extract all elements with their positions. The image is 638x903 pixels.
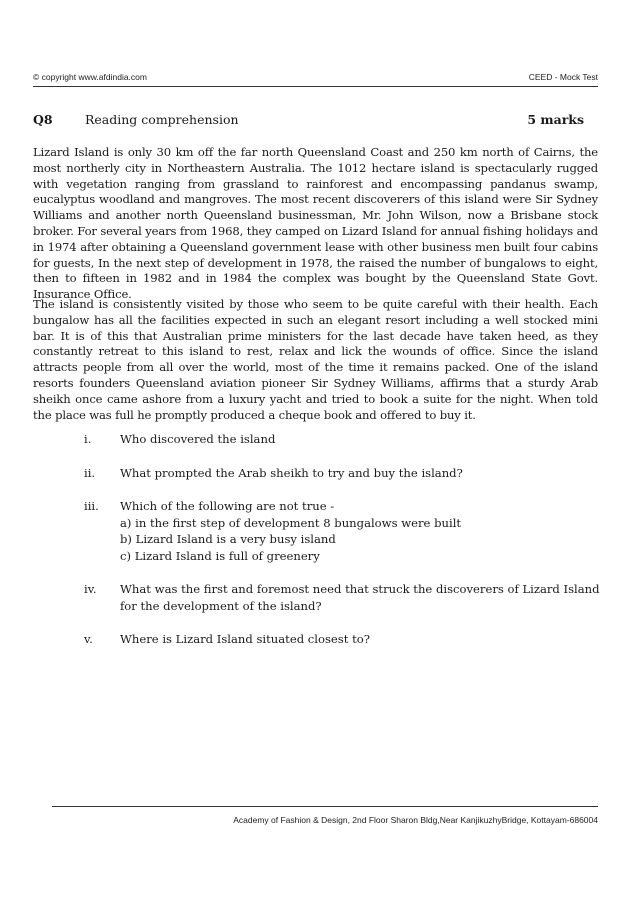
copyright-text: © copyright www.afdindia.com: [33, 72, 147, 82]
question-marks: 5 marks: [527, 112, 584, 127]
question-item-number: iv.: [84, 582, 97, 596]
header-divider: [33, 86, 598, 87]
answer-option-c: c) Lizard Island is full of greenery: [120, 548, 320, 563]
question-list: [84, 431, 604, 665]
question-item-iv: [84, 581, 604, 614]
footer-address: Academy of Fashion & Design, 2nd Floor Sharon Bldg,Near KanjikuzhyBridge, Kottayam-686004: [233, 815, 598, 825]
question-number: Q8: [33, 112, 53, 127]
page-header: [33, 68, 598, 84]
passage-paragraph-1: Lizard Island is only 30 km off the far north Queensland Coast and 250 km north of Cairns, the most northerly city in Northeastern Australia. The 1012 hectare island is spectacularly rugged with vegetation ranging from grassland to rainforest and encompassing pandanus swamp, eucalyptus woodland and mangroves. The most recent discoverers of this island were Sir Sydney Williams and another north Queensland businessman, Mr. John Wilson, now a Brisbane stock broker. For several years from 1968, they camped on Lizard Island for annual fishing holidays and in 1974 after obtaining a Queensland government lease with other business men built four cabins for guests, In the next step of development in 1978, the raised the number of bungalows to eight, then to fifteen in 1982 and in 1984 the complex was bought by the Queensland State Govt. Insurance Office.: [33, 145, 598, 302]
question-item-i: [84, 431, 604, 448]
question-title: Reading comprehension: [85, 112, 239, 127]
question-item-number: iii.: [84, 499, 99, 513]
footer-divider: [52, 806, 598, 807]
answer-options: [120, 515, 604, 565]
test-title: CEED - Mock Test: [528, 72, 598, 82]
question-item-text: Which of the following are not true -: [120, 499, 335, 513]
question-item-number: ii.: [84, 465, 96, 480]
passage-paragraph-2: The island is consistently visited by those who seem to be quite careful with their health. Each bungalow has all the facilities expected in such an elegant resort including a well stocked mini bar. It is of this that Australian prime ministers for the last decade have taken heed, as they constantly retreat to this island to rest, relax and lick the wounds of office. Since the island attracts people from all over the world, most of the time it remains packed. One of the island resorts founders Queensland aviation pioneer Sir Sydney Williams, affirms that a sturdy Arab sheikh once came ashore from a luxury yacht and tried to book a suite for the night. When told the place was full he promptly produced a cheque book and offered to buy it.: [33, 297, 598, 422]
question-item-v: [84, 631, 604, 648]
answer-option-b: b) Lizard Island is a very busy island: [120, 532, 336, 546]
question-item-ii: [84, 465, 604, 482]
question-item-number: v.: [84, 632, 93, 646]
question-item-number: i.: [84, 432, 92, 446]
question-item-text: What prompted the Arab sheikh to try and buy the island?: [120, 465, 463, 480]
question-heading: [33, 112, 598, 130]
answer-option-a: a) in the first step of development 8 bungalows were built: [120, 515, 462, 530]
question-item-text: Who discovered the island: [120, 432, 276, 446]
question-item-text: What was the first and foremost need that struck the discoverers of Lizard Island for the development of the island?: [120, 582, 600, 613]
question-item-text: Where is Lizard Island situated closest to?: [120, 632, 370, 646]
question-item-iii: [84, 498, 604, 564]
